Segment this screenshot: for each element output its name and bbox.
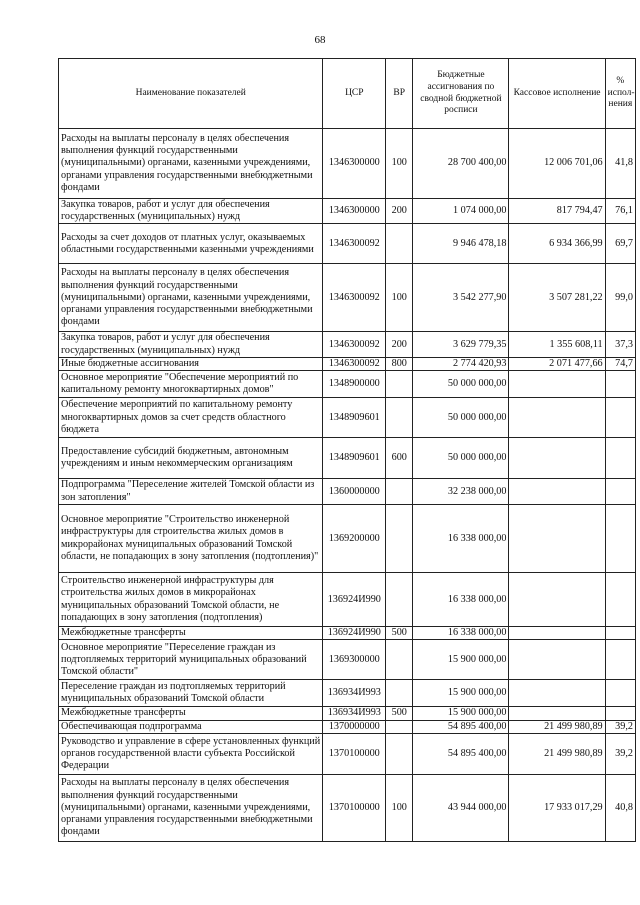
row-pct-cell [605, 371, 635, 398]
row-pct-cell [605, 680, 635, 707]
header-pct: % испол-нения [605, 59, 635, 129]
row-vr-cell: 600 [386, 438, 413, 479]
row-pct-cell [605, 707, 635, 720]
row-vr-cell: 100 [386, 129, 413, 199]
row-budget-cell: 3 542 277,90 [413, 264, 509, 332]
row-vr-cell [386, 479, 413, 505]
row-csr-cell: 1360000000 [323, 479, 386, 505]
table-row [59, 640, 636, 680]
page-number: 68 [314, 34, 326, 46]
row-vr-cell: 100 [386, 264, 413, 332]
row-csr-cell: 136934И993 [323, 680, 386, 707]
row-budget-cell: 16 338 000,00 [413, 627, 509, 640]
row-budget-cell: 43 944 000,00 [413, 774, 509, 841]
row-cash-cell: 21 499 980,89 [509, 733, 605, 774]
row-pct-cell [605, 640, 635, 680]
row-csr-cell: 1346300092 [323, 332, 386, 357]
table-row [59, 371, 636, 398]
table-row [59, 129, 636, 199]
row-cash-cell [509, 627, 605, 640]
table-row [59, 707, 636, 720]
row-budget-cell: 15 900 000,00 [413, 640, 509, 680]
row-vr-cell: 800 [386, 357, 413, 370]
row-csr-cell: 1348909601 [323, 398, 386, 438]
table-row [59, 680, 636, 707]
table-row [59, 733, 636, 774]
row-cash-cell: 817 794,47 [509, 199, 605, 224]
row-cash-cell [509, 505, 605, 573]
row-cash-cell [509, 707, 605, 720]
row-name-cell: Межбюджетные трансферты [59, 707, 323, 720]
row-cash-cell [509, 371, 605, 398]
row-budget-cell: 16 338 000,00 [413, 505, 509, 573]
row-budget-cell: 32 238 000,00 [413, 479, 509, 505]
row-pct-cell: 40,8 [605, 774, 635, 841]
row-cash-cell: 17 933 017,29 [509, 774, 605, 841]
row-vr-cell: 100 [386, 774, 413, 841]
row-budget-cell: 28 700 400,00 [413, 129, 509, 199]
row-vr-cell: 200 [386, 332, 413, 357]
row-name-cell: Иные бюджетные ассигнования [59, 357, 323, 370]
row-csr-cell: 1348900000 [323, 371, 386, 398]
row-csr-cell: 136924И990 [323, 627, 386, 640]
table-row [59, 438, 636, 479]
row-cash-cell [509, 640, 605, 680]
row-budget-cell: 2 774 420,93 [413, 357, 509, 370]
row-csr-cell: 1346300092 [323, 357, 386, 370]
row-name-cell: Руководство и управление в сфере установленных функций органов государственной власти субъекта Российской Федерации [59, 733, 323, 774]
row-budget-cell: 16 338 000,00 [413, 573, 509, 627]
header-cash: Кассовое исполнение [509, 59, 605, 129]
table-row [59, 573, 636, 627]
row-vr-cell [386, 733, 413, 774]
row-csr-cell: 136934И993 [323, 707, 386, 720]
row-csr-cell: 1346300092 [323, 224, 386, 264]
row-csr-cell: 1370000000 [323, 720, 386, 733]
row-budget-cell: 54 895 400,00 [413, 720, 509, 733]
table-row [59, 720, 636, 733]
row-vr-cell [386, 505, 413, 573]
row-pct-cell: 69,7 [605, 224, 635, 264]
row-name-cell: Строительство инженерной инфраструктуры для строительства жилых домов в микрорайонах муниципальных образований Томской области, не попадающих в зону затопления (подтопления) [59, 573, 323, 627]
row-vr-cell: 200 [386, 199, 413, 224]
row-vr-cell [386, 720, 413, 733]
row-pct-cell [605, 505, 635, 573]
row-name-cell: Основное мероприятие "Строительство инженерной инфраструктуры для строительства жилых домов в микрорайонах муниципальных образований Томской области, не попадающих в зону затопления (подтопления)" [59, 505, 323, 573]
table-row [59, 264, 636, 332]
header-name: Наименование показателей [59, 59, 323, 129]
row-pct-cell [605, 479, 635, 505]
table-body [59, 129, 636, 842]
row-budget-cell: 50 000 000,00 [413, 371, 509, 398]
row-name-cell: Расходы на выплаты персоналу в целях обеспечения выполнения функций государственными (муниципальными) органами, казенными учреждениями, органами управления государственными внебюджетными фондами [59, 129, 323, 199]
row-name-cell: Обеспечение мероприятий по капитальному ремонту многоквартирных домов за счет средств областного бюджета [59, 398, 323, 438]
row-pct-cell [605, 398, 635, 438]
table-row [59, 224, 636, 264]
row-pct-cell [605, 627, 635, 640]
row-cash-cell [509, 479, 605, 505]
row-csr-cell: 1369300000 [323, 640, 386, 680]
row-cash-cell: 3 507 281,22 [509, 264, 605, 332]
row-vr-cell [386, 680, 413, 707]
row-csr-cell: 136924И990 [323, 573, 386, 627]
table-row [59, 357, 636, 370]
row-name-cell: Расходы на выплаты персоналу в целях обеспечения выполнения функций государственными (муниципальными) органами, казенными учреждениями, органами управления государственными внебюджетными фондами [59, 774, 323, 841]
row-cash-cell [509, 398, 605, 438]
row-cash-cell: 6 934 366,99 [509, 224, 605, 264]
row-cash-cell [509, 573, 605, 627]
row-cash-cell: 21 499 980,89 [509, 720, 605, 733]
row-name-cell: Закупка товаров, работ и услуг для обеспечения государственных (муниципальных) нужд [59, 332, 323, 357]
row-pct-cell [605, 438, 635, 479]
row-name-cell: Межбюджетные трансферты [59, 627, 323, 640]
row-name-cell: Закупка товаров, работ и услуг для обеспечения государственных (муниципальных) нужд [59, 199, 323, 224]
header-budget: Бюджетные ассигнования по сводной бюджетной росписи [413, 59, 509, 129]
row-pct-cell [605, 573, 635, 627]
row-vr-cell: 500 [386, 707, 413, 720]
row-vr-cell: 500 [386, 627, 413, 640]
table-row [59, 398, 636, 438]
row-cash-cell: 2 071 477,66 [509, 357, 605, 370]
row-cash-cell: 12 006 701,06 [509, 129, 605, 199]
row-csr-cell: 1346300000 [323, 199, 386, 224]
row-name-cell: Основное мероприятие "Обеспечение мероприятий по капитальному ремонту многоквартирных домов" [59, 371, 323, 398]
row-pct-cell: 39,2 [605, 733, 635, 774]
row-cash-cell [509, 438, 605, 479]
row-name-cell: Переселение граждан из подтопляемых территорий муниципальных образований Томской области [59, 680, 323, 707]
row-budget-cell: 3 629 779,35 [413, 332, 509, 357]
row-cash-cell: 1 355 608,11 [509, 332, 605, 357]
row-budget-cell: 15 900 000,00 [413, 680, 509, 707]
row-vr-cell [386, 224, 413, 264]
row-csr-cell: 1370100000 [323, 733, 386, 774]
row-pct-cell: 37,3 [605, 332, 635, 357]
row-csr-cell: 1369200000 [323, 505, 386, 573]
row-budget-cell: 50 000 000,00 [413, 398, 509, 438]
row-pct-cell: 76,1 [605, 199, 635, 224]
row-budget-cell: 9 946 478,18 [413, 224, 509, 264]
header-vr: ВР [386, 59, 413, 129]
row-name-cell: Расходы на выплаты персоналу в целях обеспечения выполнения функций государственными (муниципальными) органами, казенными учреждениями, органами управления государственными внебюджетными фондами [59, 264, 323, 332]
table-row [59, 479, 636, 505]
row-budget-cell: 50 000 000,00 [413, 438, 509, 479]
row-budget-cell: 1 074 000,00 [413, 199, 509, 224]
row-budget-cell: 54 895 400,00 [413, 733, 509, 774]
row-pct-cell: 74,7 [605, 357, 635, 370]
table-row [59, 199, 636, 224]
row-name-cell: Предоставление субсидий бюджетным, автономным учреждениям и иным некоммерческим организациям [59, 438, 323, 479]
row-budget-cell: 15 900 000,00 [413, 707, 509, 720]
row-name-cell: Расходы за счет доходов от платных услуг, оказываемых областными государственными казенными учреждениями [59, 224, 323, 264]
table-row [59, 774, 636, 841]
row-name-cell: Основное мероприятие "Переселение граждан из подтопляемых территорий муниципальных образований Томской области" [59, 640, 323, 680]
row-csr-cell: 1370100000 [323, 774, 386, 841]
row-name-cell: Обеспечивающая подпрограмма [59, 720, 323, 733]
row-vr-cell [386, 640, 413, 680]
row-vr-cell [386, 398, 413, 438]
table-header-row [59, 59, 636, 129]
row-csr-cell: 1346300000 [323, 129, 386, 199]
row-cash-cell [509, 680, 605, 707]
row-pct-cell: 39,2 [605, 720, 635, 733]
row-name-cell: Подпрограмма "Переселение жителей Томской области из зон затопления" [59, 479, 323, 505]
budget-table [58, 58, 636, 842]
table-row [59, 505, 636, 573]
header-csr: ЦСР [323, 59, 386, 129]
row-pct-cell: 41,8 [605, 129, 635, 199]
row-pct-cell: 99,0 [605, 264, 635, 332]
row-csr-cell: 1346300092 [323, 264, 386, 332]
table-row [59, 627, 636, 640]
row-vr-cell [386, 371, 413, 398]
row-vr-cell [386, 573, 413, 627]
table-row [59, 332, 636, 357]
row-csr-cell: 1348909601 [323, 438, 386, 479]
